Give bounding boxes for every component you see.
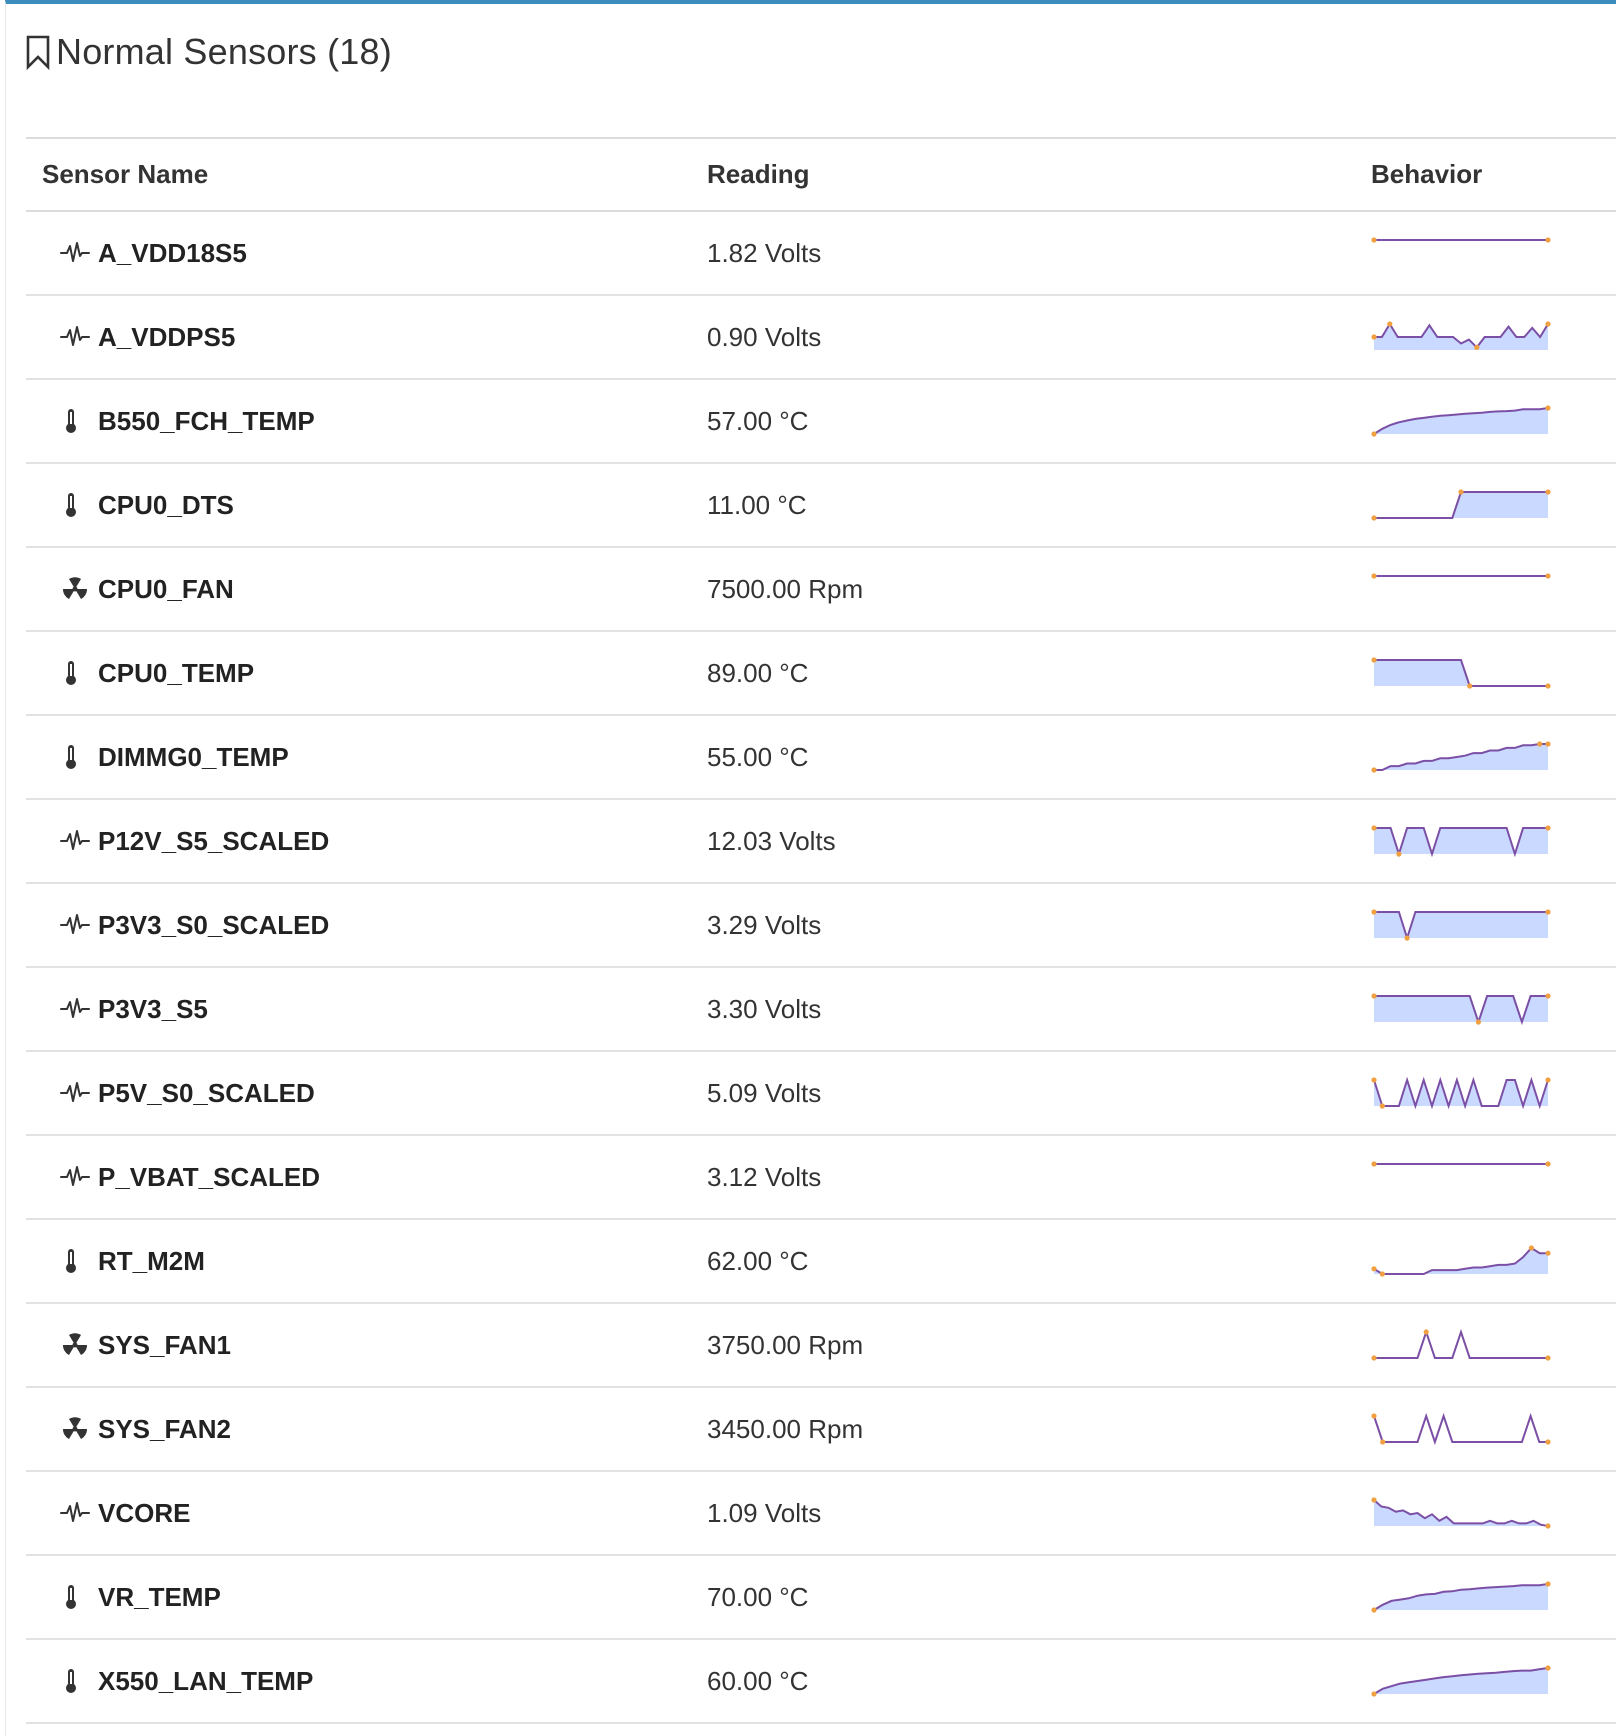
sensor-reading: 3.29 Volts: [691, 883, 1355, 967]
sensor-name-wrapper: [42, 1582, 691, 1613]
table-row[interactable]: [26, 463, 1616, 547]
behavior-sparkline[interactable]: [1371, 1412, 1551, 1446]
sensor-name-cell: [26, 631, 691, 715]
sensor-name: RT_M2M: [98, 1245, 205, 1276]
fan-icon: [60, 1416, 90, 1442]
sensor-behavior-cell: [1355, 379, 1616, 463]
thermometer-icon: [60, 408, 90, 434]
sparkline-point: [1537, 741, 1542, 746]
sparkline-point: [1387, 321, 1392, 326]
sensor-name-cell: [26, 1303, 691, 1387]
sensor-name: CPU0_FAN: [98, 573, 234, 604]
sparkline-point: [1371, 657, 1376, 662]
sparkline-area: [1374, 1584, 1548, 1610]
sparkline-point: [1371, 1691, 1376, 1696]
sensor-behavior-cell: [1355, 631, 1616, 715]
thermometer-icon: [60, 1668, 90, 1694]
sparkline-point: [1545, 1523, 1550, 1528]
sparkline-point: [1405, 935, 1410, 940]
sensor-name-cell: [26, 1387, 691, 1471]
voltage-icon: [60, 912, 90, 938]
sparkline-point: [1371, 993, 1376, 998]
sparkline-point: [1371, 825, 1376, 830]
sensor-name-cell: [26, 463, 691, 547]
sensor-name-wrapper: [42, 658, 691, 689]
sensor-name-wrapper: [42, 994, 691, 1025]
sensor-reading: 1.09 Volts: [691, 1471, 1355, 1555]
behavior-sparkline[interactable]: [1371, 1496, 1551, 1530]
thermometer-icon: [60, 1248, 90, 1274]
sparkline-line: [1374, 1332, 1548, 1358]
sensor-name-wrapper: [42, 1078, 691, 1109]
sensor-reading: 89.00 °C: [691, 631, 1355, 715]
sensor-reading: 1.82 Volts: [691, 211, 1355, 295]
normal-sensors-panel: [5, 0, 1616, 1736]
sensor-name-wrapper: [42, 238, 691, 269]
sensor-behavior-cell: [1355, 1555, 1616, 1639]
sensor-behavior-cell: [1355, 1135, 1616, 1219]
sensor-name-cell: [26, 211, 691, 295]
sparkline-point: [1545, 573, 1550, 578]
sensor-reading: 3450.00 Rpm: [691, 1387, 1355, 1471]
sensor-reading: 70.00 °C: [691, 1555, 1355, 1639]
sensor-name-wrapper: [42, 406, 691, 437]
sensor-name: CPU0_DTS: [98, 489, 234, 520]
sensor-behavior-cell: [1355, 1639, 1616, 1723]
sparkline-point: [1424, 1329, 1429, 1334]
sensor-reading: 5.09 Volts: [691, 1051, 1355, 1135]
column-header-behavior[interactable]: Behavior: [1355, 138, 1616, 211]
behavior-sparkline[interactable]: [1371, 1160, 1551, 1194]
sensor-name-cell: [26, 547, 691, 631]
sensor-name-cell: [26, 1639, 691, 1723]
sensor-name-wrapper: [42, 1414, 691, 1445]
sensor-name-wrapper: [42, 826, 691, 857]
sparkline-area: [1374, 996, 1548, 1022]
sparkline-point: [1545, 1439, 1550, 1444]
behavior-sparkline[interactable]: [1371, 1664, 1551, 1698]
column-header-sensor-name[interactable]: Sensor Name: [26, 138, 691, 211]
sparkline-point: [1371, 1413, 1376, 1418]
sparkline-point: [1474, 345, 1479, 350]
voltage-icon: [60, 828, 90, 854]
sparkline-point: [1371, 1607, 1376, 1612]
table-row[interactable]: [26, 967, 1616, 1051]
sparkline-point: [1545, 993, 1550, 998]
sensor-name: X550_LAN_TEMP: [98, 1665, 314, 1696]
sparkline-point: [1545, 321, 1550, 326]
sparkline-line: [1374, 1416, 1548, 1442]
behavior-sparkline[interactable]: [1371, 1328, 1551, 1362]
sensor-name-cell: [26, 295, 691, 379]
sparkline-point: [1371, 1266, 1376, 1271]
sparkline-point: [1371, 1355, 1376, 1360]
sensor-name-cell: [26, 1051, 691, 1135]
sensor-reading: 7500.00 Rpm: [691, 547, 1355, 631]
table-row[interactable]: [26, 715, 1616, 799]
thermometer-icon: [60, 1584, 90, 1610]
sparkline-point: [1371, 1497, 1376, 1502]
sensor-reading: 57.00 °C: [691, 379, 1355, 463]
table-row[interactable]: [26, 1051, 1616, 1135]
behavior-sparkline[interactable]: [1371, 488, 1551, 522]
sensor-name: P5V_S0_SCALED: [98, 1077, 315, 1108]
sparkline-point: [1545, 825, 1550, 830]
sensor-behavior-cell: [1355, 715, 1616, 799]
voltage-icon: [60, 1080, 90, 1106]
sensor-name-wrapper: [42, 1162, 691, 1193]
sensor-name-wrapper: [42, 574, 691, 605]
fan-icon: [60, 576, 90, 602]
sensor-name-cell: [26, 379, 691, 463]
sensor-reading: 3.12 Volts: [691, 1135, 1355, 1219]
sensor-rows: [26, 211, 1616, 1723]
sensor-behavior-cell: [1355, 1219, 1616, 1303]
sparkline-point: [1380, 1103, 1385, 1108]
voltage-icon: [60, 324, 90, 350]
sparkline-point: [1380, 1271, 1385, 1276]
table-row[interactable]: [26, 1219, 1616, 1303]
sparkline-point: [1371, 767, 1376, 772]
voltage-icon: [60, 1164, 90, 1190]
sensor-name-wrapper: [42, 910, 691, 941]
sensor-name: DIMMG0_TEMP: [98, 741, 289, 772]
table-row[interactable]: [26, 1135, 1616, 1219]
sparkline-point: [1371, 237, 1376, 242]
bookmark-icon: [24, 34, 52, 70]
sparkline-point: [1380, 1439, 1385, 1444]
sensor-name-wrapper: [42, 1498, 691, 1529]
sensor-behavior-cell: [1355, 799, 1616, 883]
table-row[interactable]: [26, 1303, 1616, 1387]
panel-title: Normal Sensors (18): [56, 31, 392, 72]
sparkline-point: [1545, 1251, 1550, 1256]
table-row[interactable]: [26, 1387, 1616, 1471]
sensor-behavior-cell: [1355, 1387, 1616, 1471]
table-row[interactable]: [26, 799, 1616, 883]
sparkline-point: [1371, 334, 1376, 339]
table-row[interactable]: [26, 1555, 1616, 1639]
sparkline-point: [1545, 1355, 1550, 1360]
sensor-name: A_VDDPS5: [98, 321, 236, 352]
sparkline-point: [1371, 1161, 1376, 1166]
behavior-sparkline[interactable]: [1371, 992, 1551, 1026]
sparkline-area: [1374, 1668, 1548, 1694]
sparkline-point: [1545, 1581, 1550, 1586]
sensor-name-cell: [26, 1219, 691, 1303]
thermometer-icon: [60, 492, 90, 518]
sensor-behavior-cell: [1355, 211, 1616, 295]
sensor-behavior-cell: [1355, 883, 1616, 967]
sensor-name: SYS_FAN1: [98, 1329, 231, 1360]
sparkline-area: [1374, 660, 1548, 686]
sensor-name: P_VBAT_SCALED: [98, 1161, 321, 1192]
sparkline-area: [1374, 408, 1548, 434]
sensor-reading: 0.90 Volts: [691, 295, 1355, 379]
sensor-name: VCORE: [98, 1497, 191, 1528]
column-header-reading[interactable]: Reading: [691, 138, 1355, 211]
sparkline-point: [1371, 909, 1376, 914]
sparkline-area: [1374, 1500, 1548, 1526]
sensor-name: P12V_S5_SCALED: [98, 825, 330, 856]
sparkline-point: [1458, 489, 1463, 494]
sparkline-point: [1545, 683, 1550, 688]
sensor-name-cell: [26, 967, 691, 1051]
voltage-icon: [60, 240, 90, 266]
sensor-name-wrapper: [42, 322, 691, 353]
sparkline-point: [1371, 515, 1376, 520]
sparkline-point: [1545, 741, 1550, 746]
thermometer-icon: [60, 660, 90, 686]
sparkline-point: [1396, 851, 1401, 856]
sensor-name: A_VDD18S5: [98, 237, 247, 268]
sensor-name: VR_TEMP: [98, 1581, 221, 1612]
table-row[interactable]: [26, 295, 1616, 379]
sensor-reading: 62.00 °C: [691, 1219, 1355, 1303]
sensor-table: [26, 137, 1616, 1724]
behavior-sparkline[interactable]: [1371, 740, 1551, 774]
sensor-name: B550_FCH_TEMP: [98, 405, 315, 436]
voltage-icon: [60, 996, 90, 1022]
table-header-row: [26, 138, 1616, 211]
behavior-sparkline[interactable]: [1371, 656, 1551, 690]
sensor-name: SYS_FAN2: [98, 1413, 231, 1444]
table-row[interactable]: [26, 631, 1616, 715]
table-row[interactable]: [26, 1471, 1616, 1555]
table-row[interactable]: [26, 379, 1616, 463]
sparkline-point: [1371, 573, 1376, 578]
table-row[interactable]: [26, 1639, 1616, 1723]
table-row[interactable]: [26, 883, 1616, 967]
behavior-sparkline[interactable]: [1371, 908, 1551, 942]
sensor-name: P3V3_S5: [98, 993, 208, 1024]
sensor-name-wrapper: [42, 1246, 691, 1277]
behavior-sparkline[interactable]: [1371, 320, 1551, 354]
sparkline-point: [1545, 489, 1550, 494]
sensor-name-cell: [26, 1471, 691, 1555]
behavior-sparkline[interactable]: [1371, 404, 1551, 438]
voltage-icon: [60, 1500, 90, 1526]
sensor-behavior-cell: [1355, 547, 1616, 631]
sparkline-point: [1545, 909, 1550, 914]
table-row[interactable]: [26, 547, 1616, 631]
sparkline-point: [1529, 1245, 1534, 1250]
sensor-behavior-cell: [1355, 295, 1616, 379]
sparkline-point: [1545, 1665, 1550, 1670]
behavior-sparkline[interactable]: [1371, 1580, 1551, 1614]
behavior-sparkline[interactable]: [1371, 1244, 1551, 1278]
sparkline-point: [1545, 237, 1550, 242]
sparkline-point: [1371, 431, 1376, 436]
sparkline-area: [1374, 492, 1548, 518]
sensor-name-wrapper: [42, 742, 691, 773]
sparkline-point: [1371, 1077, 1376, 1082]
sensor-name-wrapper: [42, 490, 691, 521]
sparkline-point: [1545, 1077, 1550, 1082]
panel-header: [24, 28, 392, 76]
sensor-name: CPU0_TEMP: [98, 657, 255, 688]
behavior-sparkline[interactable]: [1371, 824, 1551, 858]
fan-icon: [60, 1332, 90, 1358]
sensor-name-cell: [26, 715, 691, 799]
sensor-reading: 12.03 Volts: [691, 799, 1355, 883]
sensor-name-cell: [26, 1555, 691, 1639]
behavior-sparkline[interactable]: [1371, 572, 1551, 606]
thermometer-icon: [60, 744, 90, 770]
sensor-name-wrapper: [42, 1666, 691, 1697]
sensor-reading: 3750.00 Rpm: [691, 1303, 1355, 1387]
sensor-reading: 3.30 Volts: [691, 967, 1355, 1051]
sensor-behavior-cell: [1355, 1471, 1616, 1555]
sensor-behavior-cell: [1355, 967, 1616, 1051]
sparkline-point: [1467, 683, 1472, 688]
sensor-name: P3V3_S0_SCALED: [98, 909, 330, 940]
sensor-name-cell: [26, 883, 691, 967]
sensor-name-wrapper: [42, 1330, 691, 1361]
behavior-sparkline[interactable]: [1371, 236, 1551, 270]
sensor-behavior-cell: [1355, 1051, 1616, 1135]
table-row[interactable]: [26, 211, 1616, 295]
sensor-reading: 11.00 °C: [691, 463, 1355, 547]
behavior-sparkline[interactable]: [1371, 1076, 1551, 1110]
sparkline-point: [1476, 1019, 1481, 1024]
sensor-reading: 60.00 °C: [691, 1639, 1355, 1723]
sensor-reading: 55.00 °C: [691, 715, 1355, 799]
sensor-name-cell: [26, 799, 691, 883]
sensor-behavior-cell: [1355, 463, 1616, 547]
sparkline-point: [1545, 1161, 1550, 1166]
sensor-name-cell: [26, 1135, 691, 1219]
sparkline-point: [1545, 405, 1550, 410]
sensor-behavior-cell: [1355, 1303, 1616, 1387]
